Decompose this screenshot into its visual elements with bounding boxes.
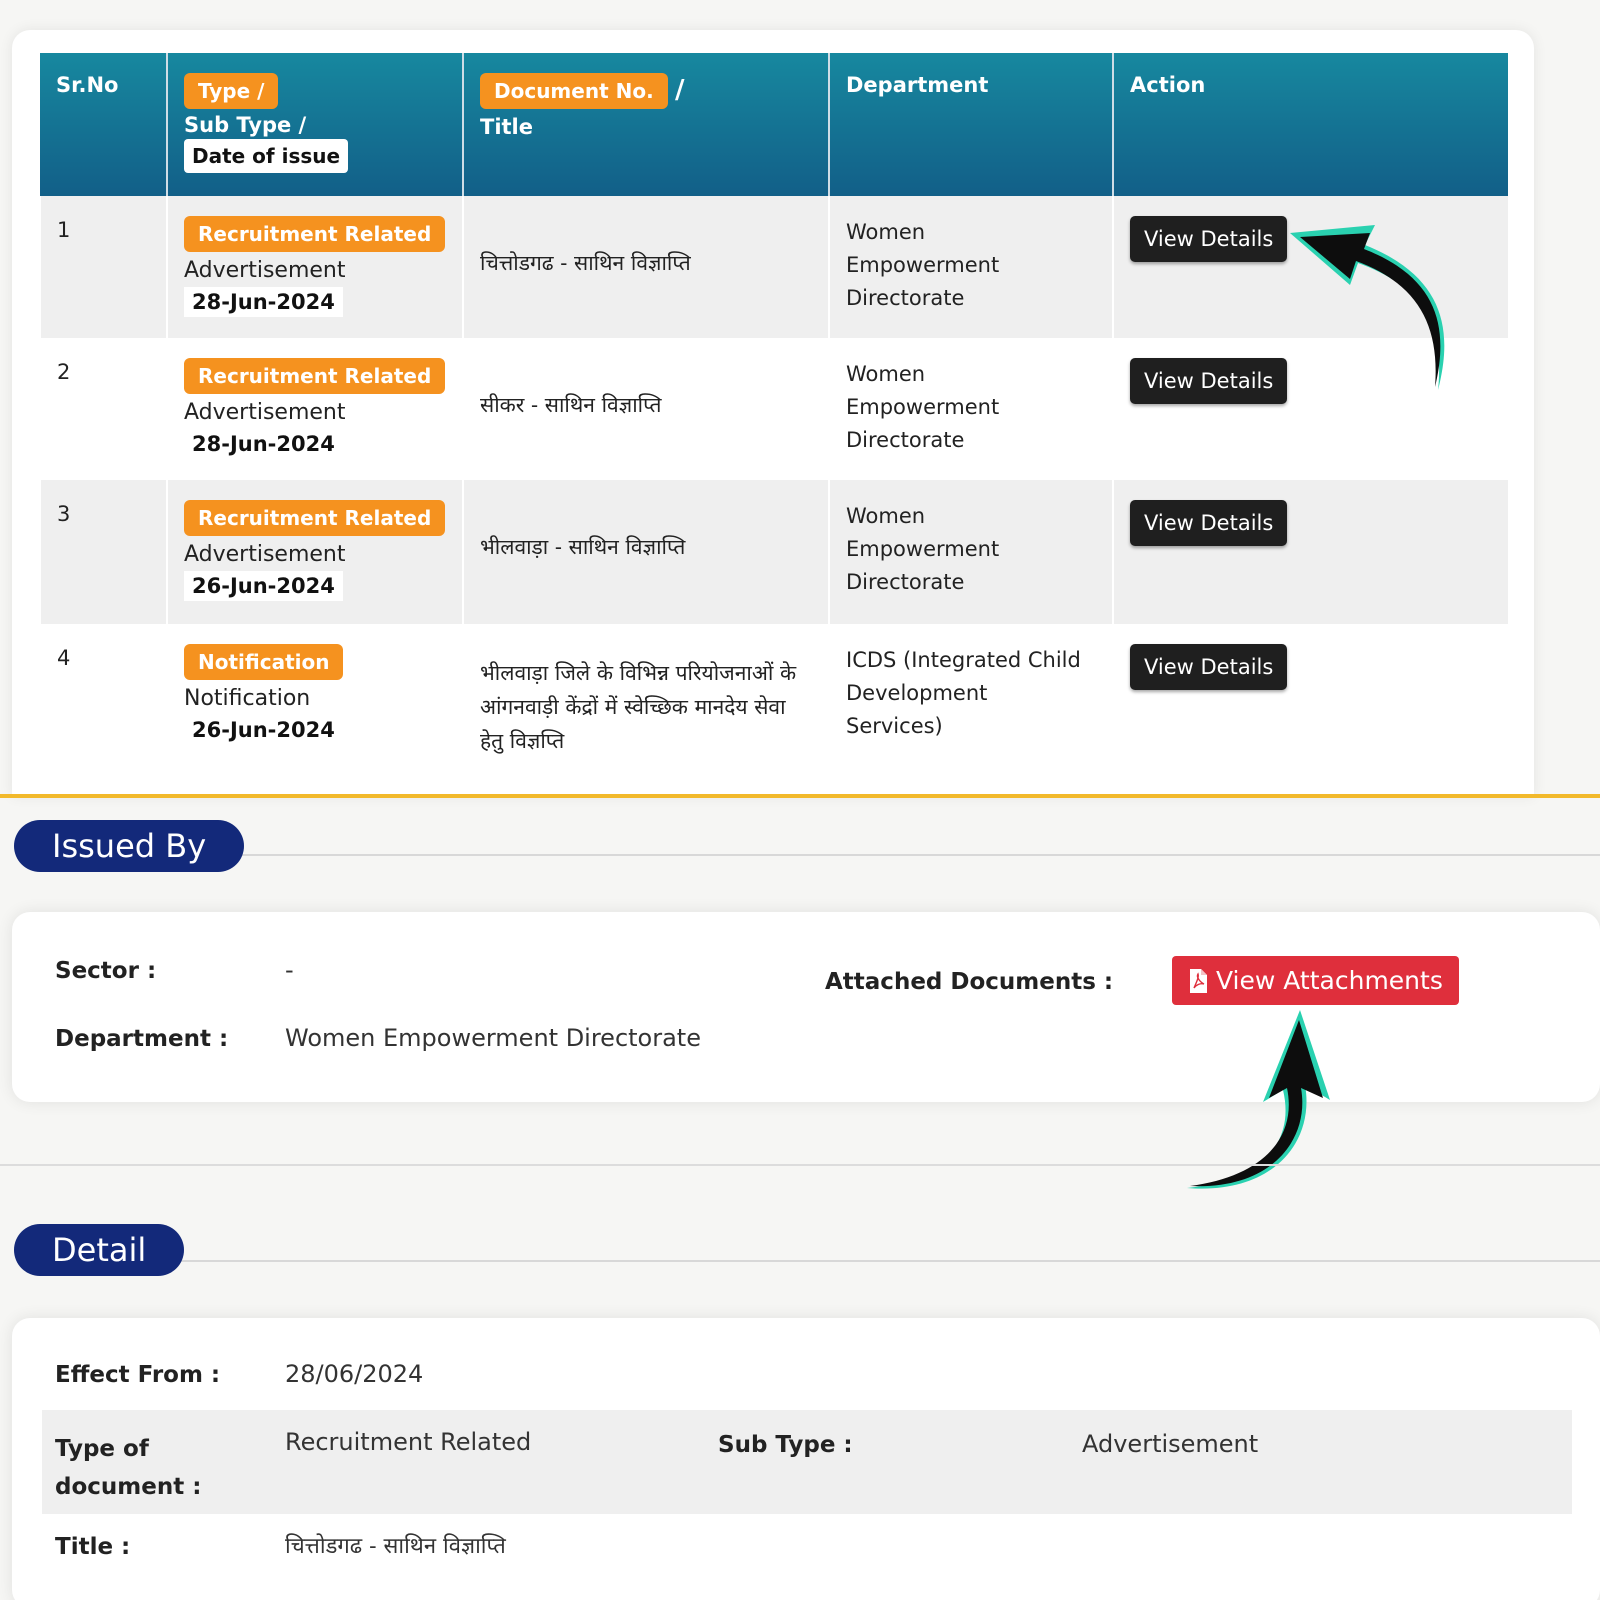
row-type-cell (167, 624, 463, 784)
header-title: Title (480, 115, 534, 139)
header-docno-chip: Document No. (480, 73, 668, 109)
title-label: Title : (55, 1534, 131, 1560)
row-department: Women Empowerment Directorate (829, 196, 1113, 338)
department-value: Women Empowerment Directorate (285, 1024, 701, 1052)
documents-table (39, 53, 1508, 784)
row-date: 26-Jun-2024 (184, 715, 343, 745)
row-title: चित्तोडगढ - साथिन विज्ञाप्ति (463, 196, 829, 338)
header-date-chip: Date of issue (184, 139, 348, 173)
view-details-button[interactable]: View Details (1130, 500, 1287, 546)
row-srno: 3 (40, 480, 167, 624)
row-type-cell (167, 480, 463, 624)
table-header-row (40, 53, 1508, 196)
issued-by-card (12, 912, 1600, 1102)
sub-type-value: Advertisement (1082, 1430, 1259, 1458)
detail-card (12, 1318, 1600, 1600)
header-docno-slash: / (675, 75, 685, 105)
row-type-cell (167, 338, 463, 480)
type-badge: Recruitment Related (184, 216, 445, 252)
department-label: Department : (55, 1026, 229, 1052)
row-subtype: Notification (184, 686, 311, 711)
row-date: 26-Jun-2024 (184, 571, 343, 601)
section-rule (180, 1260, 1600, 1262)
header-type-chip: Type / (184, 73, 278, 109)
section-rule (230, 854, 1600, 856)
row-department: Women Empowerment Directorate (829, 480, 1113, 624)
view-details-button[interactable]: View Details (1130, 644, 1287, 690)
attached-documents-label: Attached Documents : (825, 969, 1114, 995)
row-subtype: Advertisement (184, 258, 346, 283)
row-srno: 4 (40, 624, 167, 784)
header-type (167, 53, 463, 196)
row-date: 28-Jun-2024 (184, 287, 343, 317)
header-document-no (463, 53, 829, 196)
row-subtype: Advertisement (184, 542, 346, 567)
type-badge: Recruitment Related (184, 358, 445, 394)
view-attachments-button[interactable] (1172, 956, 1459, 1005)
row-department: Women Empowerment Directorate (829, 338, 1113, 480)
row-title: सीकर - साथिन विज्ञाप्ति (463, 338, 829, 480)
type-of-document-value: Recruitment Related (285, 1428, 532, 1456)
row-title: भीलवाड़ा जिले के विभिन्न परियोजनाओं के आंगनवाड़ी केंद्रों में स्वेच्छिक मानदेय सेवा हेतु विज्ञप्ति (463, 624, 829, 784)
header-action: Action (1113, 53, 1508, 196)
issued-by-heading: Issued By (14, 820, 244, 872)
type-badge: Notification (184, 644, 343, 680)
table-row (40, 624, 1508, 784)
header-srno: Sr.No (40, 53, 167, 196)
row-action-cell (1113, 338, 1508, 480)
type-badge: Recruitment Related (184, 500, 445, 536)
title-value: चित्तोडगढ - साथिन विज्ञाप्ति (285, 1534, 506, 1559)
pdf-file-icon (1188, 968, 1208, 994)
sector-label: Sector : (55, 958, 157, 984)
row-subtype: Advertisement (184, 400, 346, 425)
table-row (40, 196, 1508, 338)
row-title: भीलवाड़ा - साथिन विज्ञाप्ति (463, 480, 829, 624)
row-action-cell (1113, 624, 1508, 784)
type-row-band (42, 1410, 1572, 1514)
header-department: Department (829, 53, 1113, 196)
view-details-button[interactable]: View Details (1130, 358, 1287, 404)
type-of-document-label: Type of document : (55, 1436, 202, 1500)
sector-value: - (285, 956, 294, 984)
row-date: 28-Jun-2024 (184, 429, 343, 459)
row-srno: 1 (40, 196, 167, 338)
table-row (40, 338, 1508, 480)
effect-from-label: Effect From : (55, 1362, 221, 1388)
sub-type-label: Sub Type : (718, 1432, 853, 1458)
section-divider (0, 794, 1600, 798)
table-row (40, 480, 1508, 624)
row-department: ICDS (Integrated Child Development Services) (829, 624, 1113, 784)
view-attachments-label: View Attachments (1216, 966, 1443, 995)
row-action-cell (1113, 196, 1508, 338)
effect-from-value: 28/06/2024 (285, 1360, 424, 1388)
detail-heading: Detail (14, 1224, 184, 1276)
row-srno: 2 (40, 338, 167, 480)
header-subtype: Sub Type / (184, 113, 307, 137)
row-action-cell (1113, 480, 1508, 624)
row-type-cell (167, 196, 463, 338)
view-details-button[interactable]: View Details (1130, 216, 1287, 262)
section-separator (0, 1164, 1600, 1166)
